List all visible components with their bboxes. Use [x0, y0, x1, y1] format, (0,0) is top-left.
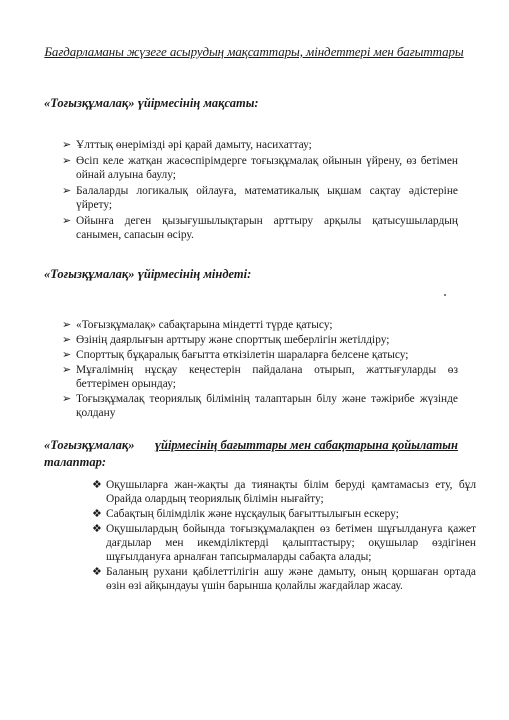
arrow-bullet-icon: ➢: [62, 392, 72, 405]
list-item: [62, 363, 458, 391]
list-item-text: Балаларды логикалық ойлауға, математикалық ықшам сақтау әдістеріне үйрету;: [76, 185, 458, 211]
list-item-text: Мұғалімнің нұсқау кеңестерін пайдалана отырып, жаттығуларды өз беттерімен орындау;: [76, 364, 458, 390]
arrow-bullet-icon: ➢: [62, 154, 72, 167]
list-item-text: «Тоғызқұмалақ» сабақтарына міндетті түрде қатысу;: [76, 319, 333, 331]
requirements-heading-part1: «Тоғызқұмалақ»: [44, 438, 135, 452]
diamond-bullet-icon: ❖: [92, 565, 102, 578]
arrow-bullet-icon: ➢: [62, 333, 72, 346]
diamond-bullet-icon: ❖: [92, 478, 102, 491]
requirements-heading: [44, 437, 464, 471]
requirements-list: [92, 478, 476, 594]
arrow-bullet-icon: ➢: [62, 318, 72, 331]
list-item: [92, 565, 476, 593]
tasks-heading: «Тоғызқұмалақ» үйірмесінің міндеті:: [44, 267, 252, 281]
arrow-bullet-icon: ➢: [62, 214, 72, 227]
list-item: [62, 184, 458, 212]
arrow-bullet-icon: ➢: [62, 138, 72, 151]
list-item: [62, 214, 458, 242]
list-item: [62, 392, 458, 420]
goals-list: [62, 138, 458, 244]
list-item-text: Ойынға деген қызығушылықтарын арттыру арқылы қатысушылардың санымен, сапасын өсіру.: [76, 215, 458, 241]
requirements-heading-part2: үйірмесінің бағыттары мен сабақтарына қойылатын: [154, 438, 458, 452]
arrow-bullet-icon: ➢: [62, 348, 72, 361]
list-item-text: Өсіп келе жатқан жасөспірімдерге тоғызқұмалақ ойынын үйрену, өз бетімен ойнай алуына баулу;: [76, 155, 458, 181]
list-item: [92, 522, 476, 564]
diamond-bullet-icon: ❖: [92, 507, 102, 520]
list-item-text: Спорттық бұқаралық бағытта өткізілетін шараларға белсене қатысу;: [76, 349, 409, 361]
list-item-text: Оқушыларға жан-жақты да тиянақты білім беруді қамтамасыз ету, бұл Орайда олардың теориялық білімін нығайту;: [106, 479, 476, 505]
list-item-text: Баланың рухани қабілеттілігін ашу және дамыту, оның қоршаған ортада өзін өзі айқындауы үшін барынша қолайлы жағдайлар жасау.: [106, 566, 476, 592]
arrow-bullet-icon: ➢: [62, 363, 72, 376]
list-item: [62, 138, 458, 152]
scan-speck: [444, 294, 446, 296]
list-item-text: Оқушылардың бойында тоғызқұмалақпен өз бетімен шұғылдануға қажет дағдылар мен икемділіктерді қалыптастыру; оқушылар өздігінен шұғылдануға арналған тапсырмаларды сабақта алады;: [106, 523, 476, 563]
list-item: [92, 507, 476, 521]
arrow-bullet-icon: ➢: [62, 184, 72, 197]
list-item: [92, 478, 476, 506]
document-title: Бағдарламаны жүзеге асырудың мақсаттары, міндеттері мен бағыттары: [44, 44, 464, 59]
list-item: [62, 318, 458, 332]
list-item: [62, 154, 458, 182]
requirements-heading-part3: талаптар:: [44, 455, 106, 469]
list-item-text: Өзінің даярлығын арттыру және спорттық шеберлігін жетілдіру;: [76, 334, 390, 346]
tasks-list: [62, 318, 458, 421]
list-item: [62, 348, 458, 362]
list-item-text: Сабақтың білімділік және нұсқаулық бағыттылығын ескеру;: [106, 508, 399, 520]
diamond-bullet-icon: ❖: [92, 522, 102, 535]
list-item-text: Тоғызқұмалақ теориялық білімінің талаптарын білу және тәжірибе жүзінде қолдану: [76, 393, 458, 419]
list-item-text: Ұлттық өнерімізді әрі қарай дамыту, насихаттау;: [76, 139, 312, 151]
list-item: [62, 333, 458, 347]
goals-heading: «Тоғызқұмалақ» үйірмесінің мақсаты:: [44, 96, 259, 110]
